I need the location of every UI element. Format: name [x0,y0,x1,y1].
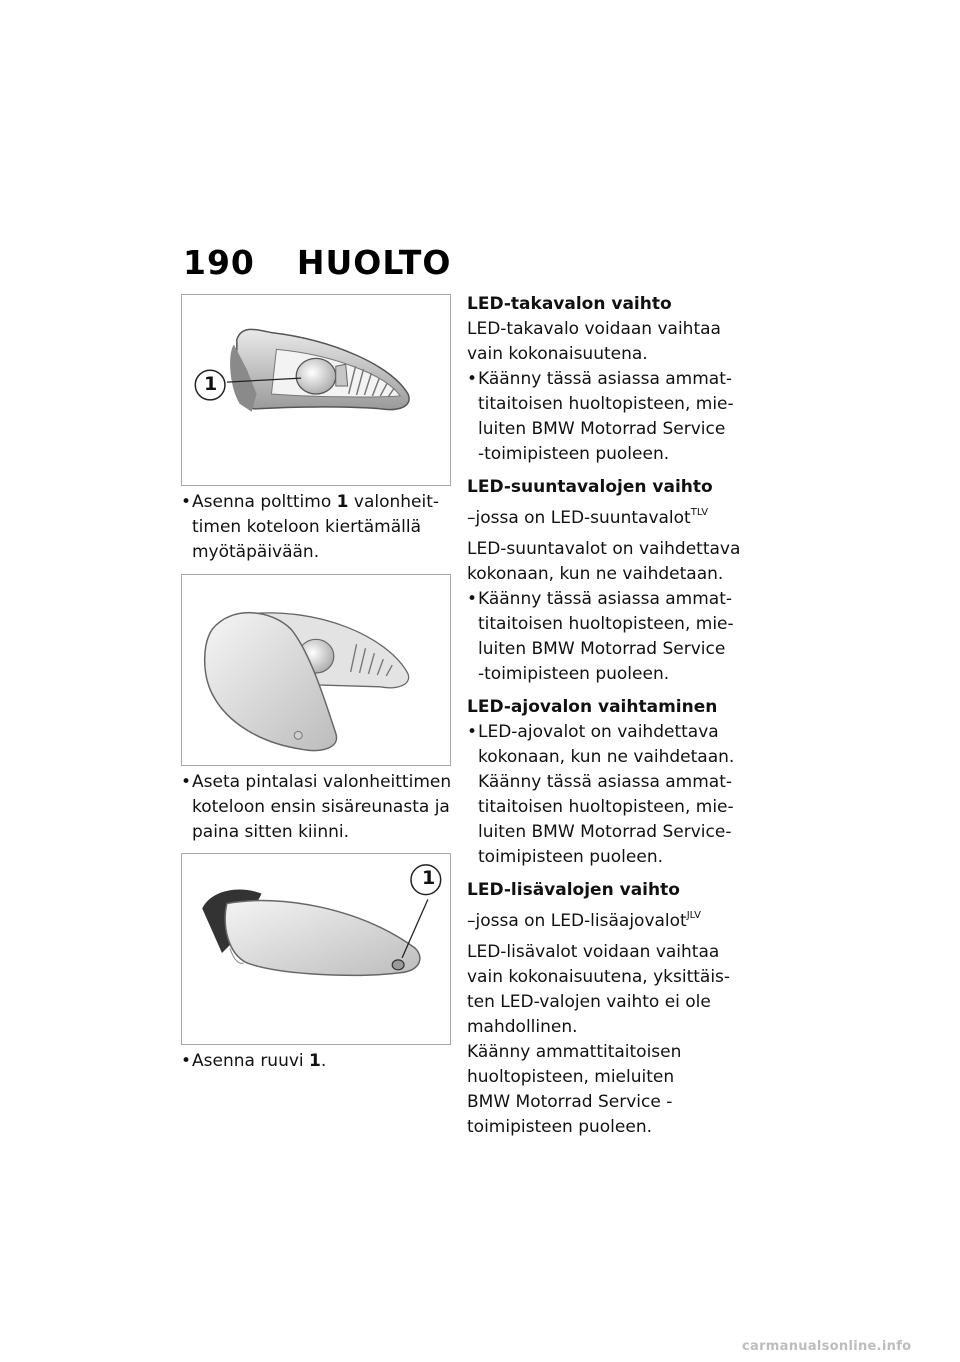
equipment-note: –jossa on LED-suuntavalot$^{TLV}$ [467,507,709,528]
bullet-text-line: titaitoisen huoltopisteen, mie- [478,614,734,634]
section-heading: LED-suuntavalojen vaihto [467,477,713,497]
body-text: LED-lisävalot voidaan vaihtaa [467,942,720,962]
figure-screw [181,853,451,1045]
bullet-text-line: koteloon ensin sisäreunasta ja [192,797,450,817]
bullet-text-line: titaitoisen huoltopisteen, mie- [478,797,734,817]
bulb-housing-illustration [182,295,450,485]
bullet-text: Asenna polttimo 1 valonheit- [192,492,440,512]
body-text: toimipisteen puoleen. [467,1117,652,1137]
bullet-item [467,367,757,467]
body-text: LED-takavalo voidaan vaihtaa [467,319,721,339]
bullet-install-screw [181,1049,461,1074]
bullet-install-bulb [181,490,461,565]
page-number: 190 [183,243,255,282]
bullet-text-line: luiten BMW Motorrad Service- [478,822,732,842]
bullet-text-line: toimipisteen puoleen. [478,847,663,867]
body-text: BMW Motorrad Service - [467,1092,673,1112]
bullet-text-line: titaitoisen huoltopisteen, mie- [478,394,734,414]
lens-install-illustration [182,575,450,765]
figure-bulb-housing [181,294,451,486]
section-heading: LED-ajovalon vaihtaminen [467,697,718,717]
bullet-text: Käänny tässä asiassa ammat- [478,589,733,609]
bullet-text-line: -toimipisteen puoleen. [478,664,670,684]
bullet-text-line: myötäpäivään. [192,542,320,562]
bullet-text: Asenna ruuvi 1. [192,1051,327,1071]
body-text: vain kokonaisuutena, yksittäis- [467,967,731,987]
bullet-dot: • [181,492,192,512]
figure3-callout: 1 [422,867,436,889]
page-header [183,243,452,283]
figure1-callout: 1 [204,373,218,395]
bullet-text-line: timen koteloon kiertämällä [192,517,421,537]
section-heading: LED-takavalon vaihto [467,294,672,314]
bullet-dot: • [467,722,478,742]
figure-lens-install [181,574,451,766]
bullet-dot: • [181,1051,192,1071]
right-column [467,292,757,1140]
bullet-text: LED-ajovalot on vaihdettava [478,722,719,742]
bullet-text-line: -toimipisteen puoleen. [478,444,670,464]
watermark: carmanualsonline.info [742,1339,912,1354]
equipment-note: –jossa on LED-lisäajovalot$^{JLV}$ [467,910,701,931]
bullet-text: Aseta pintalasi valonheittimen [192,772,452,792]
body-text: kokonaan, kun ne vaihdetaan. [467,564,724,584]
section-heading: LED-lisävalojen vaihto [467,880,680,900]
body-text: ten LED-valojen vaihto ei ole [467,992,711,1012]
bullet-dot: • [467,369,478,389]
body-text: mahdollinen. [467,1017,578,1037]
screw-illustration [182,854,450,1044]
bullet-text-line: Käänny tässä asiassa ammat- [478,772,733,792]
bullet-item [467,720,757,870]
body-text: vain kokonaisuutena. [467,344,648,364]
body-text: huoltopisteen, mieluiten [467,1067,675,1087]
body-text: Käänny ammattitaitoisen [467,1042,682,1062]
bullet-fit-lens [181,770,461,845]
body-text: LED-suuntavalot on vaihdettava [467,539,741,559]
bullet-text-line: paina sitten kiinni. [192,822,350,842]
bullet-dot: • [181,772,192,792]
page-title: HUOLTO [296,243,452,282]
option-code: TLV [690,507,709,518]
option-code: JLV [686,910,701,921]
bullet-text: Käänny tässä asiassa ammat- [478,369,733,389]
bullet-text-line: luiten BMW Motorrad Service [478,639,726,659]
bullet-dot: • [467,589,478,609]
bullet-text-line: kokonaan, kun ne vaihdetaan. [478,747,735,767]
bullet-text-line: luiten BMW Motorrad Service [478,419,726,439]
bullet-item [467,587,757,687]
